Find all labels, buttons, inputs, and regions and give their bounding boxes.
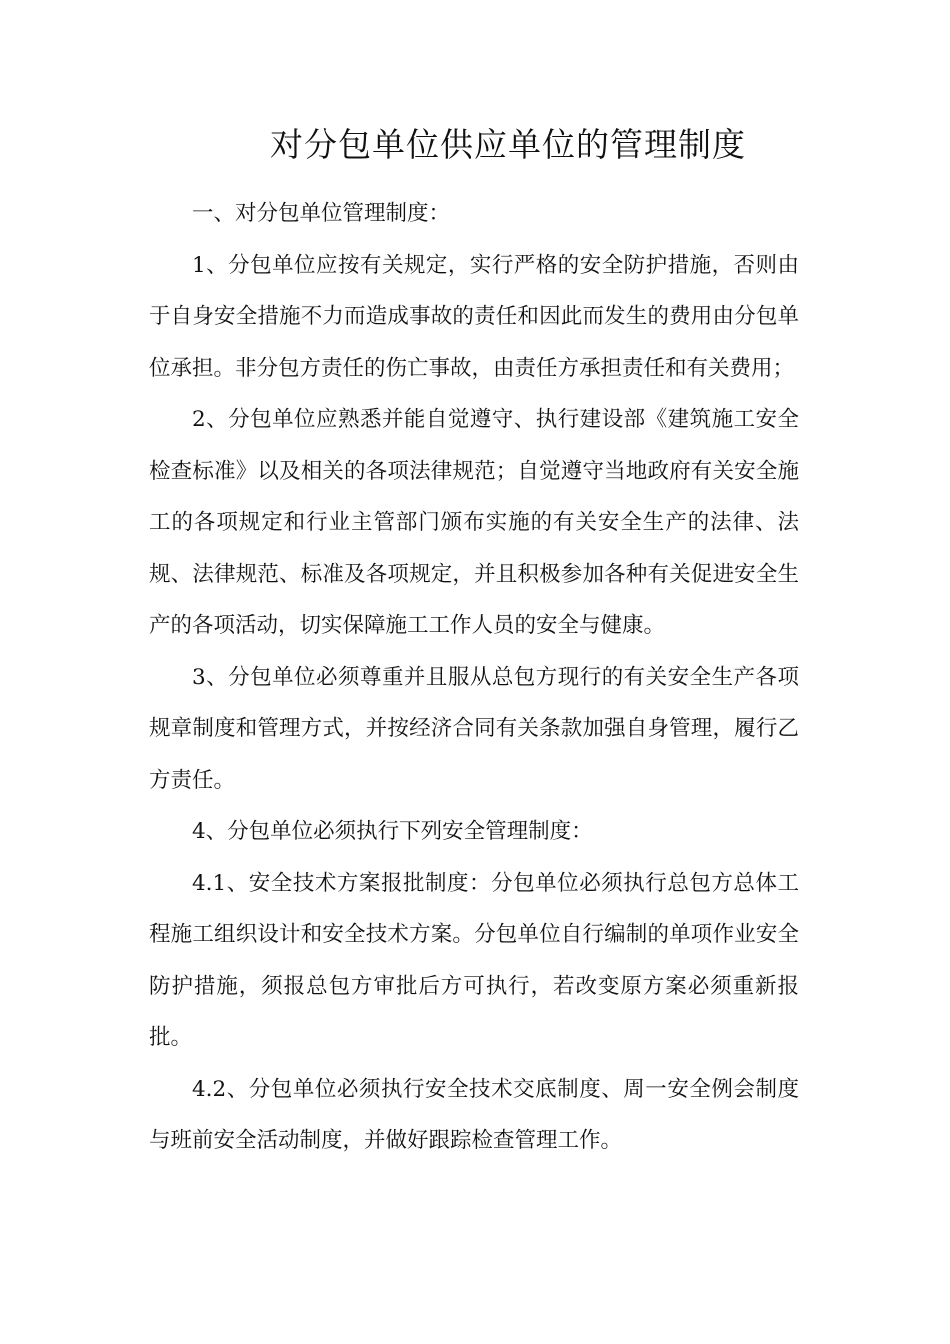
document-body <box>149 188 799 1167</box>
paragraph-1: 1、分包单位应按有关规定，实行严格的安全防护措施，否则由于自身安全措施不力而造成事故的责任和因此而发生的费用由分包单位承担。非分包方责任的伤亡事故，由责任方承担责任和有关费用； <box>149 252 799 381</box>
paragraph-4-2: 4.2、分包单位必须执行安全技术交底制度、周一安全例会制度与班前安全活动制度，并做好跟踪检查管理工作。 <box>149 1076 799 1153</box>
document-title: 对分包单位供应单位的管理制度 <box>270 125 746 164</box>
paragraph-4: 4、分包单位必须执行下列安全管理制度： <box>192 819 593 844</box>
paragraph-2: 2、分包单位应熟悉并能自觉遵守、执行建设部《建筑施工安全检查标准》以及相关的各项法律规范；自觉遵守当地政府有关安全施工的各项规定和行业主管部门颁布实施的有关安全生产的法律、法规、法律规范、标准及各项规定，并且积极参加各种有关促进安全生产的各项活动，切实保障施工工作人员的安全与健康。 <box>149 407 799 638</box>
paragraph-4-1: 4.1、安全技术方案报批制度：分包单位必须执行总包方总体工程施工组织设计和安全技术方案。分包单位自行编制的单项作业安全防护措施，须报总包方审批后方可执行，若改变原方案必须重新报批。 <box>149 870 799 1050</box>
section-heading: 一、对分包单位管理制度： <box>192 201 451 226</box>
paragraph-3: 3、分包单位必须尊重并且服从总包方现行的有关安全生产各项规章制度和管理方式，并按经济合同有关条款加强自身管理，履行乙方责任。 <box>149 664 799 793</box>
